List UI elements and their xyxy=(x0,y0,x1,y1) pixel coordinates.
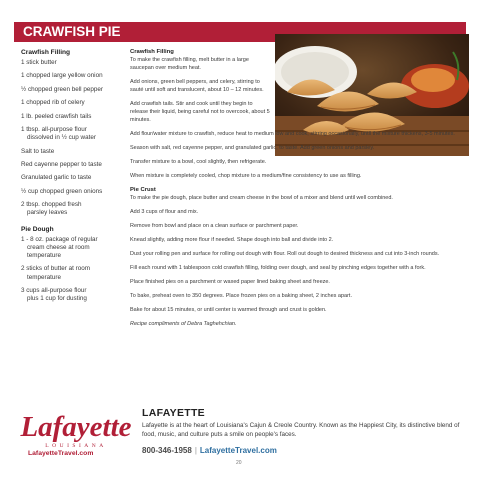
step-paragraph: Add onions, green bell peppers, and celery, stirring to sauté until soft and translucent, about 10 – 12 minutes. xyxy=(130,79,264,94)
ingredient-text: ½ cup chopped green onions xyxy=(21,187,103,195)
ingredient-item xyxy=(21,113,123,121)
step-paragraph: Bake for about 15 minutes, or until center is warmed through and crust is golden. xyxy=(130,307,327,314)
ingredient-text: 1 lb. peeled crawfish tails xyxy=(21,112,92,120)
ingredient-text: parsley leaves xyxy=(27,209,68,217)
ingredient-item xyxy=(21,126,123,142)
contact-separator: | xyxy=(194,446,197,455)
crust-steps-heading: Pie Crust xyxy=(130,187,156,194)
ingredient-text: plus 1 cup for dusting xyxy=(27,295,87,303)
step-paragraph: Add 3 cups of flour and mix. xyxy=(130,209,199,216)
filling-ingredients-list xyxy=(21,59,123,218)
website-link[interactable]: LafayetteTravel.com xyxy=(199,446,277,455)
ingredient-text: Granulated garlic to taste xyxy=(21,174,92,182)
ingredient-item xyxy=(21,148,123,156)
ingredient-item xyxy=(21,59,123,67)
lafayette-heading: LAFAYETTE xyxy=(142,407,205,419)
ingredient-text: 3 cups all-purpose flour xyxy=(21,286,87,294)
ingredient-text: cream cheese at room xyxy=(27,243,90,251)
ingredient-text: 1 - 8 oz. package of regular xyxy=(21,235,98,243)
ingredient-text: 2 tbsp. chopped fresh xyxy=(21,201,82,209)
ingredient-text: dissolved in ½ cup water xyxy=(27,134,96,142)
step-paragraph: Dust your rolling pen and surface for rolling out dough with flour. Roll out dough to desired thickness and cut into 3-inch rounds. xyxy=(130,251,440,258)
ingredient-text: temperature xyxy=(27,273,61,281)
step-paragraph: Add crawfish tails. Stir and cook until they begin to release their liquid, being careful not to overcook, about 5 minutes. xyxy=(130,101,270,124)
recipe-credit: Recipe compliments of Debra Taghehchian. xyxy=(130,321,237,328)
step-paragraph: When mixture is completely cooled, chop mixture to a medium/fine consistency to use as filling. xyxy=(130,173,362,180)
ingredient-item xyxy=(21,86,123,94)
filling-steps-heading: Crawfish Filling xyxy=(130,49,174,55)
step-paragraph: To bake, preheat oven to 350 degrees. Place frozen pies on a baking sheet, 2 inches apart. xyxy=(130,293,352,300)
step-paragraph: To make the crawfish filling, melt butter in a large saucepan over medium heat. xyxy=(130,57,249,72)
step-paragraph: Place finished pies on a parchment or waxed paper lined baking sheet and freeze. xyxy=(130,279,330,286)
page-number: 20 xyxy=(236,460,242,466)
ingredient-text: 1 chopped large yellow onion xyxy=(21,72,103,80)
ingredient-item xyxy=(21,201,123,217)
step-paragraph: Season with salt, red cayenne pepper, and granulated garlic, to taste. Add green onions and parsley. xyxy=(130,145,375,152)
ingredient-text: 1 tbsp. all-purpose flour xyxy=(21,125,87,133)
ingredient-text: Red cayenne pepper to taste xyxy=(21,160,102,168)
logo-wordmark: Lafayette xyxy=(20,411,132,443)
ingredient-item xyxy=(21,174,123,182)
ingredient-item xyxy=(21,99,123,107)
dough-ingredients-heading: Pie Dough xyxy=(21,225,54,233)
ingredient-text: 2 sticks of butter at room xyxy=(21,265,90,273)
lafayette-description: Lafayette is at the heart of Louisiana's Cajun & Creole Country. Known as the Happiest City, its distinctive blend of food, music, and culture puts a smile on people's faces. xyxy=(142,422,460,439)
ingredient-text: 1 chopped rib of celery xyxy=(21,99,85,107)
step-paragraph: Transfer mixture to a bowl, cool slightly, then refrigerate. xyxy=(130,159,267,166)
step-paragraph: Fill each round with 1 tablespoon cold crawfish filling, folding over dough, and seal by pinching edges together with a fork. xyxy=(130,265,426,272)
ingredient-item xyxy=(21,188,123,196)
contact-line xyxy=(142,446,277,455)
ingredient-text: 1 stick butter xyxy=(21,59,57,66)
ingredients-column xyxy=(21,49,123,309)
step-paragraph: To make the pie dough, place butter and cream cheese in the bowl of a mixer and blend until well combined. xyxy=(130,195,393,202)
logo-url[interactable]: LafayetteTravel.com xyxy=(28,450,94,457)
ingredient-item xyxy=(21,265,123,281)
ingredient-item xyxy=(21,161,123,169)
step-paragraph: Knead slightly, adding more flour if needed. Shape dough into ball and divide into 2. xyxy=(130,237,334,244)
ingredient-item xyxy=(21,236,123,261)
recipe-title: CRAWFISH PIE xyxy=(14,22,466,42)
ingredient-text: temperature xyxy=(27,251,61,259)
filling-ingredients-heading: Crawfish Filling xyxy=(21,49,71,56)
ingredient-text: ½ chopped green bell pepper xyxy=(21,85,103,93)
step-paragraph: Remove from bowl and place on a clean surface or parchment paper. xyxy=(130,223,299,230)
dough-ingredients-list xyxy=(21,236,123,304)
ingredient-text: Salt to taste xyxy=(21,147,55,155)
phone-number[interactable]: 800-346-1958 xyxy=(142,446,192,455)
logo-subtitle: LOUISIANA xyxy=(45,443,107,449)
ingredient-item xyxy=(21,72,123,80)
step-paragraph: Add flour/water mixture to crawfish, reduce heat to medium low and cook, stirring occasionally, until the mixture thickens, 3-5 minutes. xyxy=(130,131,455,138)
instructions-column xyxy=(130,48,470,334)
ingredient-item xyxy=(21,287,123,303)
